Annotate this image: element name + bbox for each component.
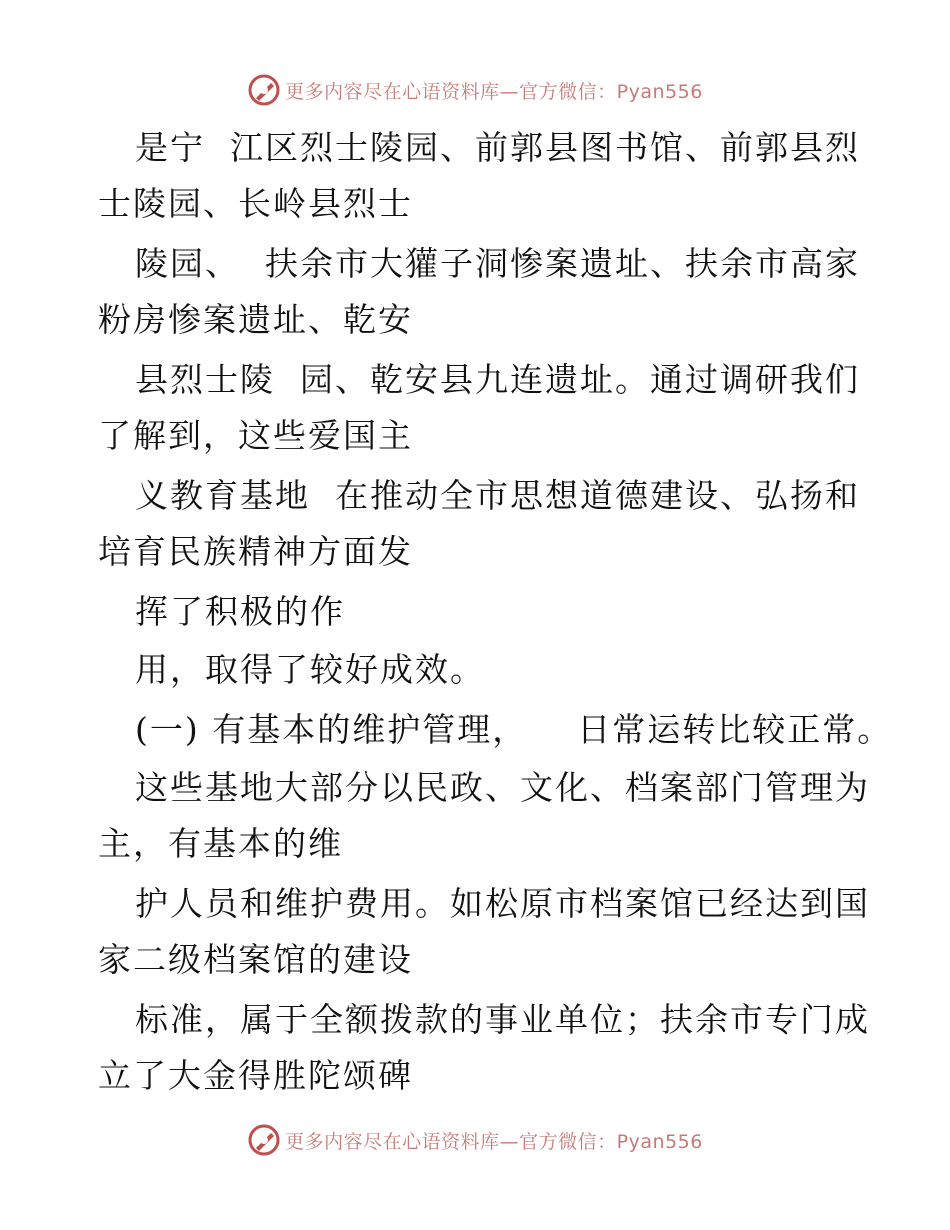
header-wechat-id: Pyan556 xyxy=(616,80,703,103)
body-line: 士陵园、长岭县烈士 xyxy=(98,184,413,223)
pen-logo-icon xyxy=(247,1123,281,1157)
footer-banner xyxy=(0,1120,950,1160)
header-banner-text xyxy=(285,77,703,104)
body-line: 主，有基本的维 xyxy=(98,824,343,863)
body-line: 粉房惨案遗址、乾安 xyxy=(98,300,413,339)
body-line: 护人员和维护费用。如松原市档案馆已经达到国 xyxy=(135,884,870,923)
header-banner xyxy=(0,70,950,110)
body-line: 培育民族精神方面发 xyxy=(98,532,413,571)
footer-banner-label: 更多内容尽在心语资料库—官方微信： xyxy=(285,1130,617,1153)
body-line: 立了大金得胜陀颂碑 xyxy=(98,1056,413,1095)
footer-wechat-id: Pyan556 xyxy=(616,1130,703,1153)
body-line: 挥了积极的作 xyxy=(135,592,345,631)
body-line: 了解到，这些爱国主 xyxy=(98,416,413,455)
body-line: 是宁 江区烈士陵园、前郭县图书馆、前郭县烈 xyxy=(135,128,860,167)
section-heading: (一) 有基本的维护管理， 日常运转比较正常。 xyxy=(135,710,893,749)
footer-banner-text xyxy=(285,1127,703,1154)
body-line: 家二级档案馆的建设 xyxy=(98,940,413,979)
body-line: 用，取得了较好成效。 xyxy=(135,650,485,689)
header-banner-label: 更多内容尽在心语资料库—官方微信： xyxy=(285,80,617,103)
body-line: 陵园、 扶余市大獾子洞惨案遗址、扶余市高家 xyxy=(135,244,860,283)
pen-logo-icon xyxy=(247,73,281,107)
body-line: 这些基地大部分以民政、文化、档案部门管理为 xyxy=(135,768,870,807)
body-line: 县烈士陵 园、乾安县九连遗址。通过调研我们 xyxy=(135,360,860,399)
body-line: 义教育基地 在推动全市思想道德建设、弘扬和 xyxy=(135,476,860,515)
body-line: 标准，属于全额拨款的事业单位；扶余市专门成 xyxy=(135,1000,870,1039)
